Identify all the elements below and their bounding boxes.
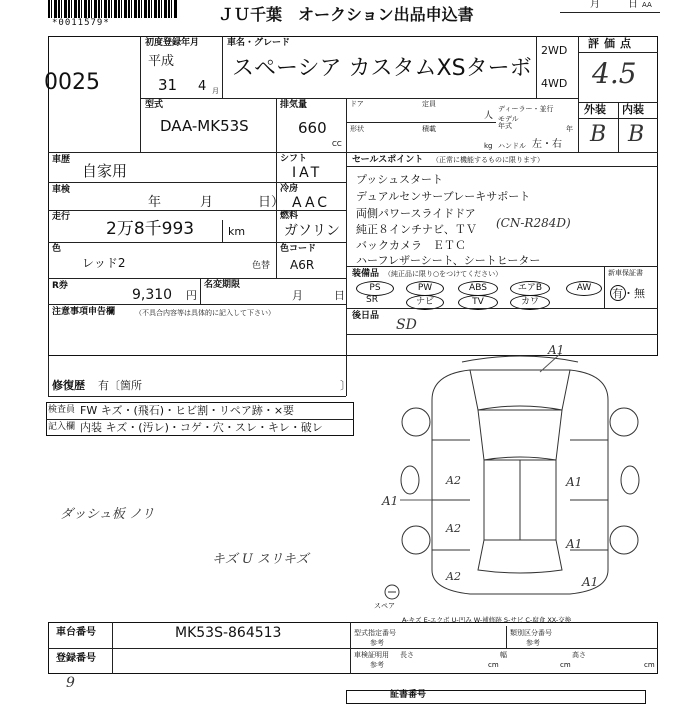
registration-month-unit: 月 <box>212 87 219 95</box>
handwritten-note-2: キズ U スリキズ <box>212 552 309 567</box>
equipment-label: 装備品 <box>352 269 380 279</box>
tax-unit: 円 <box>186 289 197 302</box>
type-designation-label: 型式指定番号 <box>354 629 396 637</box>
notes-sub: （不具合内容等は具体的に記入して下さい） <box>135 309 275 317</box>
interior-label: 内装 <box>622 103 644 116</box>
shape-label: 形状 <box>350 125 364 133</box>
height-unit: cm <box>644 661 655 669</box>
repair-close: 〕 <box>340 379 351 392</box>
address-change-month: 月 <box>292 289 303 302</box>
car-name-label: 車名・グレード <box>227 38 291 48</box>
model-year-label: モデル年式 <box>498 115 519 130</box>
selling-point-6: ハーフレザーシート、シートヒーター <box>356 254 541 267</box>
form-title: ＪＵ千葉 オークション出品申込書 <box>218 5 474 24</box>
door-label: ドア <box>350 100 364 108</box>
drive-2wd: 2WD <box>541 44 568 57</box>
type-designation-ref: 参考 <box>370 639 384 647</box>
width-label: 幅 <box>500 651 507 659</box>
history-label: 車歴 <box>52 155 71 165</box>
steering-value: 左・右 <box>532 139 562 150</box>
interior-value: B <box>628 122 645 147</box>
grade-label: 評価点 <box>588 37 636 50</box>
registration-era: 平成 <box>148 54 175 69</box>
equip-aw: AW <box>566 281 602 296</box>
model-value: DAA-MK53S <box>160 117 249 135</box>
color-code-label: 色コード <box>280 244 317 254</box>
inspector-label: 検査員 <box>48 405 76 415</box>
inspection-month: 月 <box>200 195 214 210</box>
repair-label: 修復歴 <box>52 379 85 392</box>
color-label: 色 <box>52 244 62 254</box>
notes-label: 注意事項申告欄 <box>52 307 116 317</box>
car-damage-diagram <box>370 340 670 620</box>
selling-point-nav-note: (CN-R284D) <box>496 216 571 230</box>
model-label: 型式 <box>145 100 164 110</box>
length-label: 長さ <box>400 651 414 659</box>
mark-top-a1: A1 <box>548 343 565 357</box>
length-unit: cm <box>488 661 499 669</box>
cert-ref: 参考 <box>370 661 384 669</box>
fuel-label: 燃料 <box>280 211 299 221</box>
ac-label: 冷房 <box>280 184 299 194</box>
inspector-entry-label: 記入欄 <box>48 422 76 432</box>
color-code-value: A6R <box>290 258 315 272</box>
warranty-value: 有・無 <box>612 287 645 300</box>
color-paint-label: 色替 <box>252 261 271 271</box>
mark-a2-2: A2 <box>446 522 461 535</box>
selling-point-2: デュアルセンサーブレーキサポート <box>356 190 531 203</box>
width-unit: cm <box>560 661 571 669</box>
equip-sr: SR <box>366 295 378 305</box>
inspection-label: 車検 <box>52 185 71 195</box>
remarks-value: SD <box>396 317 417 333</box>
chassis-value: MK53S-864513 <box>175 625 282 641</box>
mileage-value: 2万8千993 <box>106 219 195 239</box>
class-number-label: 類別区分番号 <box>510 629 552 637</box>
dealer-label: ディーラー・並行 <box>498 105 554 113</box>
lot-number: 0025 <box>44 70 100 95</box>
displacement-value: 660 <box>298 119 327 137</box>
equipment-sub: （純正品に限り○をつけてください） <box>384 270 503 278</box>
capacity-unit: 人 <box>484 111 494 121</box>
repair-value: 有〔箇所 <box>98 379 142 392</box>
car-name-value: スペーシア カスタムXSターボ <box>232 56 532 81</box>
handwritten-note-1: ダッシュ板 ノリ <box>60 507 155 522</box>
height-label: 高さ <box>572 651 586 659</box>
header-corner: AA <box>642 1 652 9</box>
equip-navi: ナビ <box>406 295 444 310</box>
history-value: 自家用 <box>82 162 128 180</box>
fuel-value: ガソリン <box>284 223 340 239</box>
wheel-front-left <box>402 408 430 436</box>
mileage-label: 走行 <box>52 212 71 222</box>
wheel-rear-right <box>610 526 638 554</box>
mirror-left <box>401 466 419 494</box>
mark-side-a1: A1 <box>582 575 599 589</box>
load-label: 積載 <box>422 125 436 133</box>
ac-value: AAC <box>292 195 331 211</box>
registration-label: 初度登録年月 <box>145 38 200 48</box>
mark-a2-1: A2 <box>446 474 461 487</box>
selling-point-5: バックカメラ ＥＴＣ <box>356 239 466 252</box>
reg-number-label: 登録番号 <box>56 653 96 664</box>
shift-label: シフト <box>280 154 308 164</box>
inspection-year: 年 <box>148 195 162 210</box>
address-change-day: 日 <box>334 289 345 302</box>
mark-right-a1-upper: A1 <box>566 475 583 489</box>
tax-label: R券 <box>52 281 68 291</box>
car-rear-window <box>478 540 562 573</box>
grade-value: 4.5 <box>592 57 637 90</box>
shift-value: IAT <box>292 165 323 181</box>
wheel-front-right <box>610 408 638 436</box>
equip-leather: カワ <box>510 295 550 310</box>
displacement-label: 排気量 <box>280 100 308 110</box>
chassis-label: 車台番号 <box>56 627 96 638</box>
tax-value: 9,310 <box>132 287 173 303</box>
inspection-day: 日） <box>258 195 285 210</box>
load-unit: kg <box>484 142 493 150</box>
barcode-number: *0011579* <box>52 18 110 28</box>
damage-legend: A-キズ E-エクボ U-凹み W-補修跡 S-サビ C-腐食 XX-交換 <box>402 616 572 624</box>
address-change-label: 名変期限 <box>204 280 241 290</box>
warranty-circle <box>610 285 626 301</box>
model-year-unit: 年 <box>566 125 573 133</box>
remarks-label: 後日品 <box>352 311 380 321</box>
mileage-unit: km <box>228 225 246 238</box>
selling-point-4: 純正８インチナビ、ＴＶ <box>356 223 477 236</box>
registration-year: 31 <box>158 76 178 94</box>
inspector-entry-text: 内装 キズ・(汚レ)・コゲ・穴・スレ・キレ・破レ <box>80 421 323 434</box>
steering-label: ハンドル <box>498 142 526 150</box>
capacity-label: 定員 <box>422 100 436 108</box>
mark-a2-3: A2 <box>446 570 461 583</box>
header-month: 月 <box>590 0 600 10</box>
mark-right-a1-lower: A1 <box>566 537 583 551</box>
barcode <box>48 0 178 18</box>
car-cabin <box>478 406 562 460</box>
wheel-rear-left <box>402 526 430 554</box>
selling-point-3: 両側パワースライドドア <box>356 207 476 220</box>
warranty-label: 新車保証書 <box>608 269 643 277</box>
selling-points-label: セールスポイント <box>352 155 424 165</box>
equip-abs: ABS <box>458 281 498 296</box>
exterior-value: B <box>590 122 607 147</box>
inspector-text: FW キズ・(飛石)・ヒビ割・リペア跡・×要 <box>80 404 295 417</box>
equip-pw: PW <box>406 281 444 296</box>
footer-handwritten: 9 <box>66 675 75 691</box>
color-value: レッド2 <box>82 256 126 270</box>
class-number-ref: 参考 <box>526 639 540 647</box>
car-hood <box>470 370 570 410</box>
selling-points-sub: （正常に機能するものに限ります） <box>432 156 544 164</box>
selling-point-1: プッシュスタート <box>356 173 444 186</box>
equip-ps: PS <box>356 281 394 296</box>
exterior-label: 外装 <box>584 103 606 116</box>
drive-4wd: 4WD <box>541 77 568 90</box>
equip-airbag: エアB <box>510 281 550 296</box>
cert-label: 車検証明用 <box>354 651 389 659</box>
displacement-unit: CC <box>332 140 342 148</box>
mirror-right <box>621 466 639 494</box>
equip-tv: TV <box>458 295 498 310</box>
registration-month: 4 <box>198 79 207 94</box>
mark-left-a1: A1 <box>382 494 399 508</box>
spare-label: スペア <box>374 602 395 610</box>
footer-stamp: 証書番号 <box>390 690 427 700</box>
header-day: 日 <box>628 0 638 10</box>
